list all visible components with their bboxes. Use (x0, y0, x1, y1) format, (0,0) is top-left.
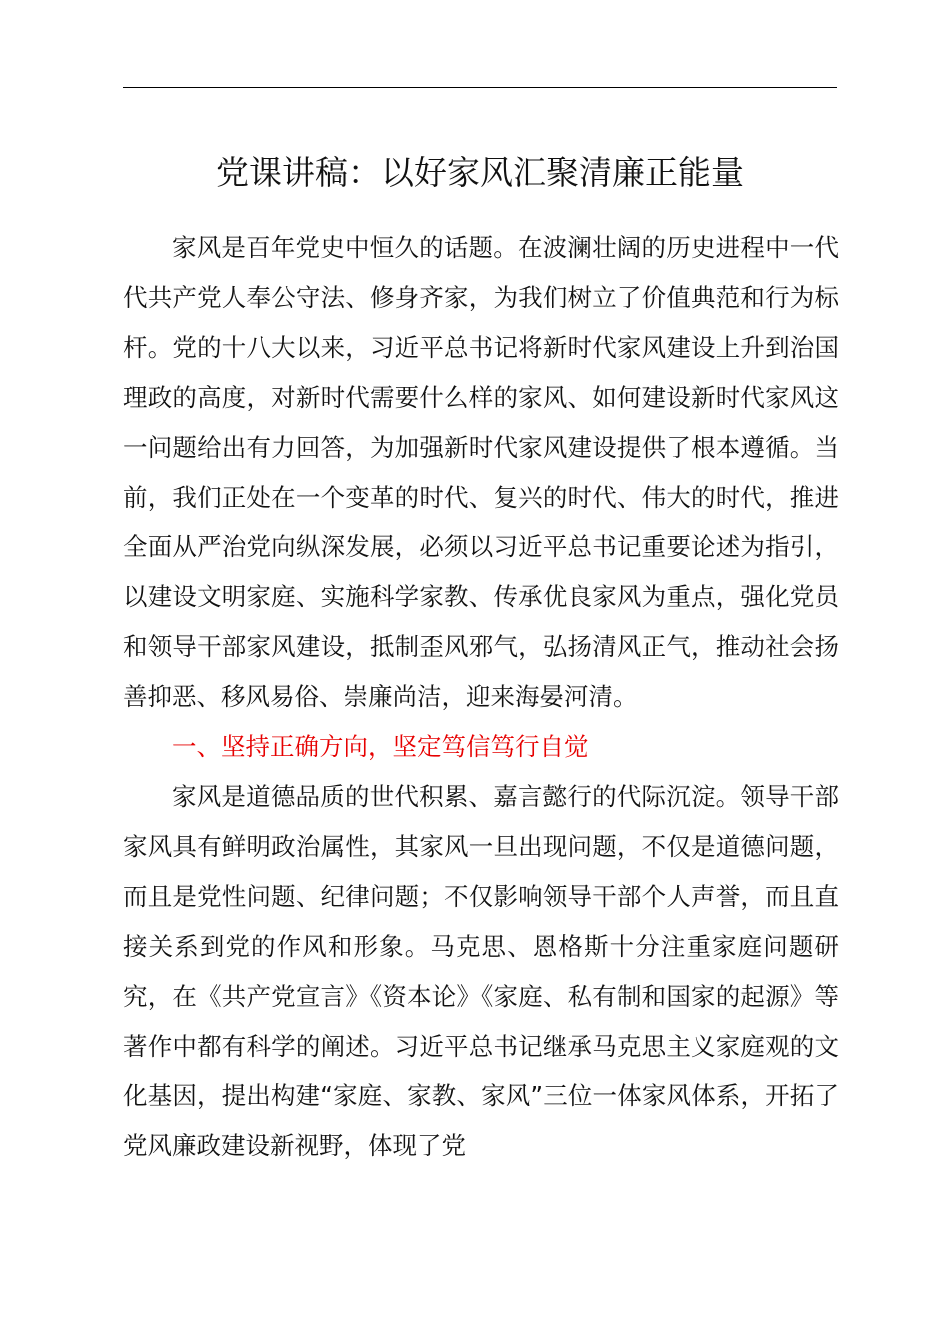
header-rule (123, 87, 837, 88)
document-title: 党课讲稿：以好家风汇聚清廉正能量 (216, 153, 744, 192)
body-paragraph-2: 家风是道德品质的世代积累、嘉言懿行的代际沉淀。领导干部家风具有鲜明政治属性，其家风一旦出现问题，不仅是道德问题，而且是党性问题、纪律问题；不仅影响领导干部个人声誉，而且直接关系到党的作风和形象。马克思、恩格斯十分注重家庭问题研究，在《共产党宣言》《资本论》《家庭、私有制和国家的起源》等著作中都有科学的阐述。习近平总书记继承马克思主义家庭观的文化基因，提出构建“家庭、家教、家风”三位一体家风体系，开拓了党风廉政建设新视野，体现了党 (123, 781, 839, 1161)
section-heading-1: 一、坚持正确方向，坚定笃信笃行自觉 (172, 732, 589, 762)
body-paragraph-1: 家风是百年党史中恒久的话题。在波澜壮阔的历史进程中一代代共产党人奉公守法、修身齐家，为我们树立了价值典范和行为标杆。党的十八大以来，习近平总书记将新时代家风建设上升到治国理政的高度，对新时代需要什么样的家风、如何建设新时代家风这一问题给出有力回答，为加强新时代家风建设提供了根本遵循。当前，我们正处在一个变革的时代、复兴的时代、伟大的时代，推进全面从严治党向纵深发展，必须以习近平总书记重要论述为指引，以建设文明家庭、实施科学家教、传承优良家风为重点，强化党员和领导干部家风建设，抵制歪风邪气，弘扬清风正气，推动社会扬善抑恶、移风易俗、崇廉尚洁，迎来海晏河清。 (123, 233, 839, 712)
document-body (123, 223, 839, 1171)
